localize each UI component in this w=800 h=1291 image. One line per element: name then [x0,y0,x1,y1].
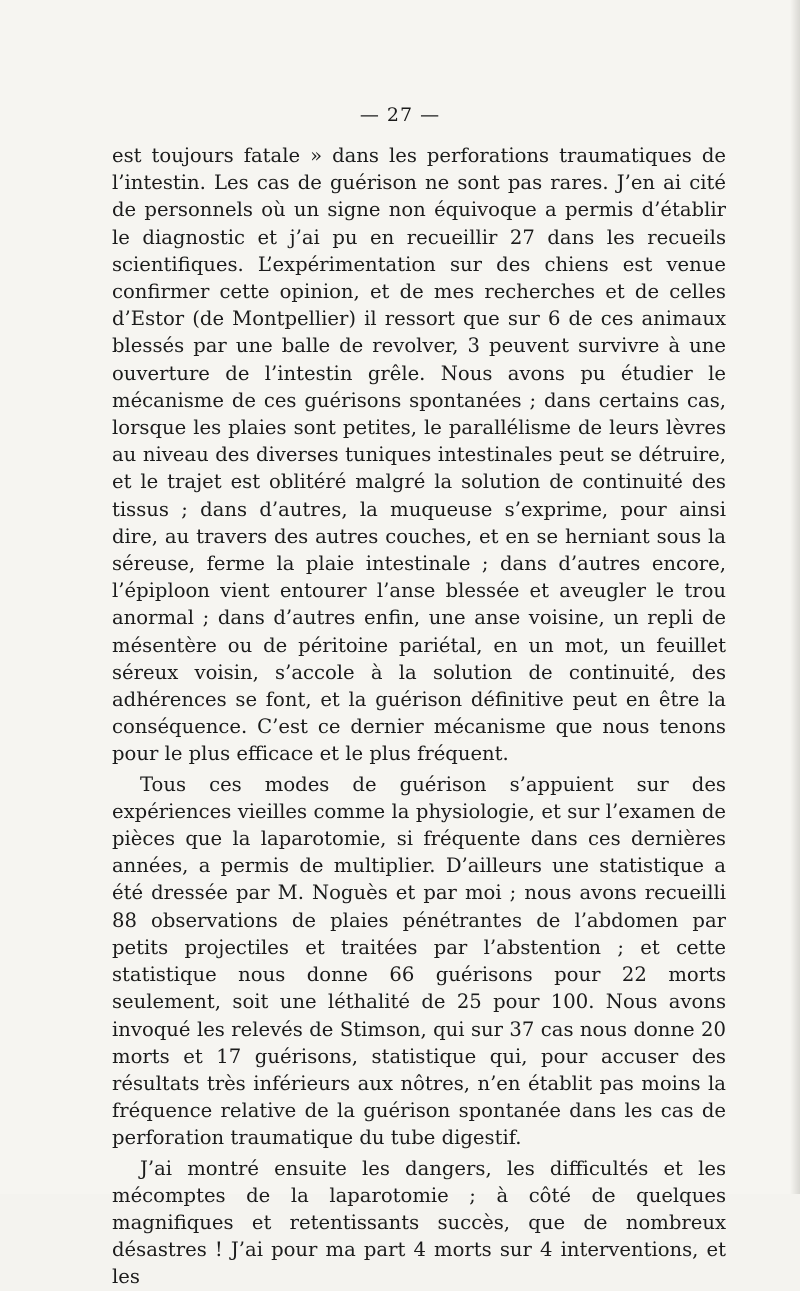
paragraph-2: Tous ces modes de guérison s’appuient sur des expériences vieilles comme la physiologie, et sur l’examen de pièces que la laparotomie, si fréquente dans ces dernières années, a permis de multiplier. D’ailleurs une statistique a été dressée par M. Noguès et par moi ; nous avons recueilli 88 observations de plaies pénétrantes de l’abdomen par petits projectiles et traitées par l’abstention ; et cette statistique nous donne 66 guérisons pour 22 morts seulement, soit une léthalité de 25 pour 100. Nous avons invoqué les relevés de Stimson, qui sur 37 cas nous donne 20 morts et 17 guérisons, statistique qui, pour accuser des résultats très inférieurs aux nôtres, n’en établit pas moins la fréquence relative de la guérison spontanée dans les cas de perforation traumatique du tube digestif. [112,772,726,1150]
paragraph-1: est toujours fatale » dans les perforations traumatiques de l’intestin. Les cas de guérison ne sont pas rares. J’en ai cité de personnels où un signe non équivoque a permis d’établir le diagnostic et j’ai pu en recueillir 27 dans les recueils scientifiques. L’expérimentation sur des chiens est venue confirmer cette opinion, et de mes recherches et de celles d’Estor (de Montpellier) il ressort que sur 6 de ces animaux blessés par une balle de revolver, 3 peuvent survivre à une ouverture de l’intestin grêle. Nous avons pu étudier le mécanisme de ces guérisons spontanées ; dans certains cas, lorsque les plaies sont petites, le parallélisme de leurs lèvres au niveau des diverses tuniques intestinales peut se détruire, et le trajet est oblitéré malgré la solution de continuité des tissus ; dans d’autres, la muqueuse s’exprime, pour ainsi dire, au travers des autres couches, et en se herniant sous la séreuse, ferme la plaie intestinale ; dans d’autres encore, l’épiploon vient entourer l’anse blessée et aveugler le trou anormal ; dans d’autres enfin, une anse voisine, un repli de mésentère ou de péritoine pariétal, en un mot, un feuillet séreux voisin, s’accole à la solution de continuité, des adhérences se font, et la guérison définitive peut en être la conséquence. C’est ce dernier mécanisme que nous tenons pour le plus efficace et le plus fréquent. [112,144,726,766]
page-number: — 27 — [359,104,441,126]
body-text [112,142,726,1291]
paragraph-3: J’ai montré ensuite les dangers, les difficultés et les mécomptes de la laparotomie ; à côté de quelques magnifiques et retentissants succès, que de nombreux désastres ! J’ai pour ma part 4 morts sur 4 interventions, et les [112,1156,726,1289]
page-edge-shadow [790,0,800,1194]
